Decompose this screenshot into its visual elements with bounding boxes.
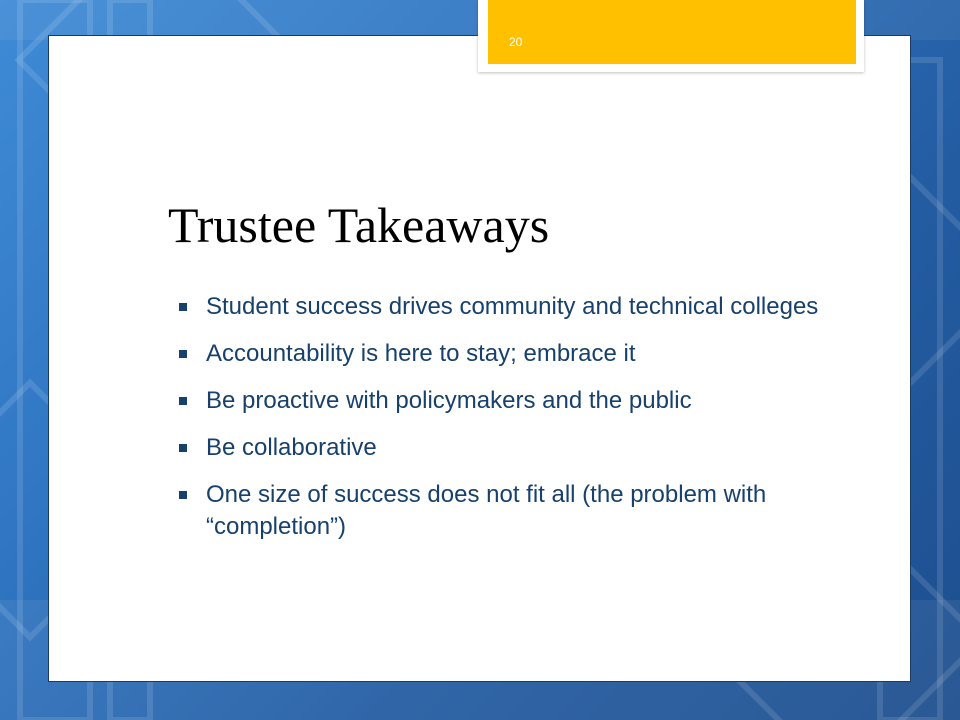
bullet-item: [179, 338, 899, 370]
square-bullet-icon: [179, 491, 187, 499]
bullet-text: Accountability is here to stay; embrace it: [206, 340, 636, 367]
square-bullet-icon: [179, 444, 187, 452]
bullet-item: [179, 385, 899, 417]
slide-number: 20: [509, 35, 523, 49]
bullet-list: [179, 291, 899, 558]
bullet-text: One size of success does not fit all (the problem with “completion”): [206, 481, 767, 540]
bullet-item: [179, 291, 899, 323]
bullet-text: Be proactive with policymakers and the public: [206, 387, 692, 414]
slide-title: Trustee Takeaways: [168, 197, 550, 253]
slide-number-tab: [478, 0, 864, 72]
slide-content-panel: [48, 35, 911, 682]
bullet-item: [179, 432, 899, 464]
square-bullet-icon: [179, 397, 187, 405]
slide-number-accent: [488, 0, 856, 64]
bullet-text: Student success drives community and technical colleges: [206, 293, 819, 320]
bullet-text: Be collaborative: [206, 434, 377, 461]
bullet-item: [179, 479, 899, 543]
square-bullet-icon: [179, 303, 187, 311]
square-bullet-icon: [179, 350, 187, 358]
